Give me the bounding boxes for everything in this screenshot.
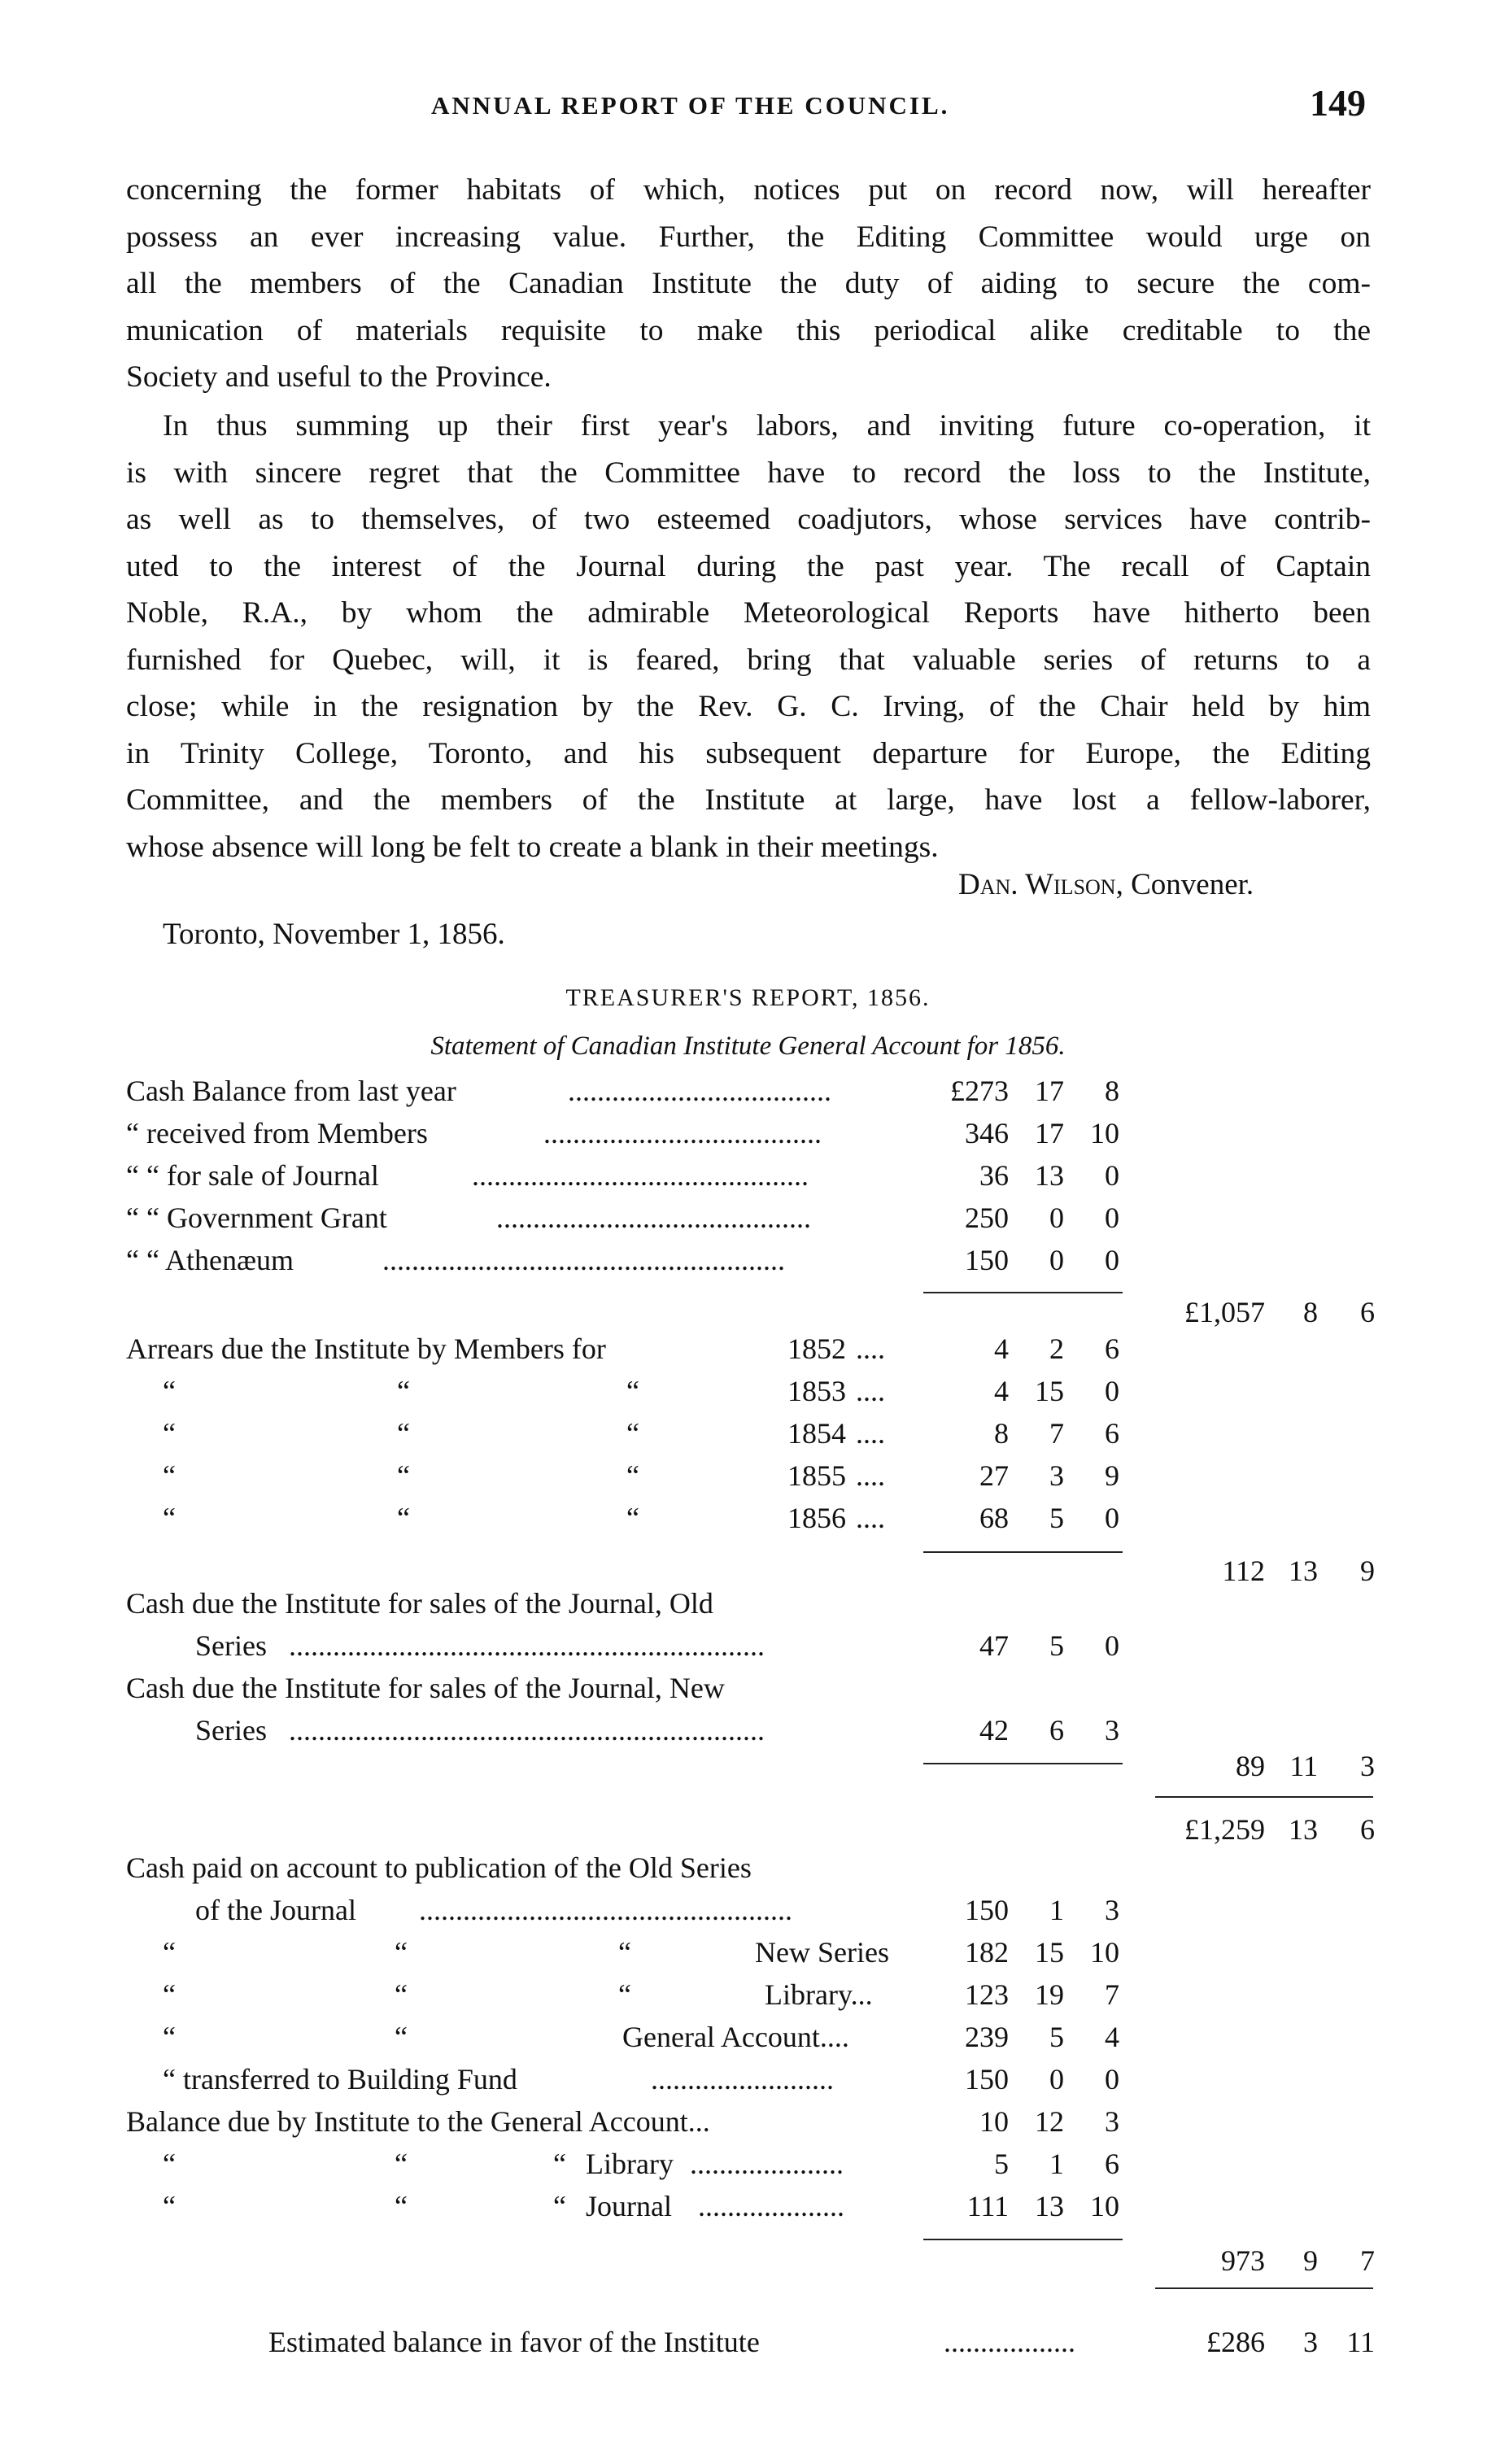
total-row [0, 1295, 1496, 1336]
report-title: TREASURER'S REPORT, 1856. [565, 984, 931, 1011]
table-row: “ “ “ 1856 .... 68 5 0 [163, 1502, 1119, 1534]
table-row: Series ................................................................. 42 6 3 [195, 1714, 1119, 1747]
row-label: “ transferred to Building Fund [163, 2063, 517, 2095]
row-label: Cash due the Institute for sales of the Journal, New [126, 1672, 725, 1704]
shillings-cell: 0 [1049, 1244, 1064, 1276]
total-pounds: 89 [1236, 1750, 1265, 1782]
total-pounds: 112 [1222, 1555, 1265, 1587]
pence-cell: 0 [1105, 1159, 1119, 1192]
shillings-cell: 13 [1035, 2190, 1064, 2222]
total-shillings: 9 [1303, 2244, 1318, 2277]
row-label: “ “ Athenæum [126, 1244, 294, 1276]
signature-name: Dan. Wilson [958, 868, 1116, 901]
grand-total-shillings: 13 [1289, 1813, 1318, 1846]
pounds-cell: 182 [965, 1936, 1009, 1969]
table-row [0, 1671, 1496, 1712]
text-line: uted to the interest of the Journal during the past year. The recall of Captain [126, 549, 1371, 583]
paragraph-2 [126, 403, 1371, 870]
pence-cell: 3 [1105, 2105, 1119, 2138]
pence-cell: 0 [1105, 1244, 1119, 1276]
shillings-cell: 17 [1035, 1117, 1064, 1149]
subtotal-rule [923, 1551, 1123, 1553]
year-cell: 1854 [787, 1417, 846, 1450]
shillings-cell: 12 [1035, 2105, 1064, 2138]
pence-cell: 8 [1105, 1075, 1119, 1107]
text-line: as well as to themselves, of two esteemed coadjutors, whose services have contrib- [126, 503, 1371, 536]
pounds-cell: 8 [994, 1417, 1009, 1450]
row-label: of the Journal [195, 1894, 356, 1926]
table-row: “ “ Government Grant ........................................... 250 0 0 [126, 1201, 1119, 1234]
balance-pounds: £286 [1206, 2326, 1265, 2358]
total-shillings: 11 [1289, 1750, 1318, 1782]
paragraph-1 [126, 167, 1371, 401]
subtotal-rule [923, 2239, 1123, 2240]
total-pence: 3 [1360, 1750, 1375, 1782]
total-pence: 7 [1360, 2244, 1375, 2277]
balance-shillings: 3 [1303, 2326, 1318, 2358]
row-label: Journal [586, 2190, 672, 2222]
pounds-cell: £273 [950, 1075, 1009, 1107]
total-pounds: 973 [1221, 2244, 1265, 2277]
pence-cell: 6 [1105, 1417, 1119, 1450]
signature [958, 867, 1254, 902]
pounds-cell: 68 [979, 1502, 1009, 1534]
shillings-cell: 0 [1049, 1201, 1064, 1234]
row-label: Balance due by Institute to the General Account... [126, 2105, 710, 2138]
grand-total-pounds: £1,259 [1184, 1813, 1265, 1846]
total-pounds: £1,057 [1184, 1296, 1265, 1328]
table-row: “ “ “ Library ..................... 5 1 6 [163, 2148, 1119, 2180]
pence-cell: 3 [1105, 1714, 1119, 1747]
shillings-cell: 3 [1049, 1459, 1064, 1492]
pence-cell: 10 [1090, 1117, 1119, 1149]
shillings-cell: 5 [1049, 1629, 1064, 1662]
pounds-cell: 27 [979, 1459, 1009, 1492]
text-line: possess an ever increasing value. Further, the Editing Committee would urge on [126, 220, 1371, 254]
pence-cell: 6 [1105, 1332, 1119, 1365]
pence-cell: 0 [1105, 2063, 1119, 2095]
pence-cell: 0 [1105, 1201, 1119, 1234]
pounds-cell: 239 [965, 2021, 1009, 2053]
balance-label: Estimated balance in favor of the Institute [268, 2326, 760, 2358]
balance-pence: 11 [1346, 2326, 1375, 2358]
grand-total-pence: 6 [1360, 1813, 1375, 1846]
table-row: “ “ for sale of Journal .............................................. 36 13 0 [126, 1159, 1119, 1192]
text-line: furnished for Quebec, will, it is feared, bring that valuable series of returns to a [126, 643, 1371, 677]
row-label: General Account.... [622, 2021, 849, 2053]
pence-cell: 0 [1105, 1502, 1119, 1534]
pence-cell: 10 [1090, 1936, 1119, 1969]
signature-role: , Convener. [1115, 868, 1254, 901]
subtotal-rule [923, 1292, 1123, 1293]
pence-cell: 0 [1105, 1629, 1119, 1662]
text-line: Noble, R.A., by whom the admirable Meteorological Reports have hitherto been [126, 596, 1371, 630]
row-label: “ “ Government Grant [126, 1201, 387, 1234]
row-label: Arrears due the Institute by Members for [126, 1332, 606, 1365]
page-number: 149 [1310, 82, 1366, 124]
balance-rule [1155, 2287, 1373, 2289]
row-label: Library [586, 2148, 674, 2180]
pounds-cell: 346 [965, 1117, 1009, 1149]
pence-cell: 10 [1090, 2190, 1119, 2222]
shillings-cell: 17 [1035, 1075, 1064, 1107]
shillings-cell: 1 [1049, 2148, 1064, 2180]
pence-cell: 9 [1105, 1459, 1119, 1492]
report-subtitle: Statement of Canadian Institute General Account for 1856. [430, 1031, 1066, 1061]
total-shillings: 13 [1289, 1555, 1318, 1587]
table-row: of the Journal ................................................... 150 1 3 [195, 1894, 1119, 1926]
text-line: whose absence will long be felt to create a blank in their meetings. [126, 830, 939, 864]
grand-total-rule [1155, 1796, 1373, 1798]
row-label: Library... [765, 1978, 873, 2011]
shillings-cell: 19 [1035, 1978, 1064, 2011]
text-line: close; while in the resignation by the Rev. G. C. Irving, of the Chair held by him [126, 690, 1371, 723]
total-pence: 6 [1360, 1296, 1375, 1328]
shillings-cell: 6 [1049, 1714, 1064, 1747]
total-pence: 9 [1360, 1555, 1375, 1587]
pounds-cell: 36 [979, 1159, 1009, 1192]
table-row: Arrears due the Institute by Members for 1852 .... 4 2 6 [126, 1332, 1119, 1365]
shillings-cell: 5 [1049, 2021, 1064, 2053]
table-row: “ “ Athenæum ....................................................... 150 0 0 [126, 1244, 1119, 1276]
row-label: “ received from Members [126, 1117, 428, 1149]
table-row: “ received from Members ...................................... 346 17 10 [126, 1117, 1119, 1149]
running-head: ANNUAL REPORT OF THE COUNCIL. [431, 91, 950, 120]
total-row [0, 1749, 1496, 1790]
text-line: concerning the former habitats of which, notices put on record now, will hereafter [126, 173, 1371, 207]
row-label: “ “ for sale of Journal [126, 1159, 379, 1192]
text-line: in Trinity College, Toronto, and his subsequent departure for Europe, the Editing [126, 736, 1371, 770]
row-label: Series [195, 1714, 267, 1747]
pounds-cell: 123 [965, 1978, 1009, 2011]
balance-row: Estimated balance in favor of the Institute .................. £286 3 11 [268, 2326, 1375, 2358]
text-line: munication of materials requisite to make this periodical alike creditable to the [126, 313, 1371, 347]
shillings-cell: 5 [1049, 1502, 1064, 1534]
row-label: Cash paid on account to publication of the Old Series [126, 1851, 752, 1884]
text-line: all the members of the Canadian Institute the duty of aiding to secure the com- [126, 267, 1371, 300]
text-line: In thus summing up their first year's labors, and inviting future co-operation, it [163, 409, 1371, 443]
pounds-cell: 250 [965, 1201, 1009, 1234]
pounds-cell: 10 [979, 2105, 1009, 2138]
year-cell: 1852 [787, 1332, 846, 1365]
grand-total-row [0, 1812, 1496, 1853]
table-row: “ “ General Account.... 239 5 4 [163, 2021, 1119, 2053]
pounds-cell: 150 [965, 1244, 1009, 1276]
shillings-cell: 2 [1049, 1332, 1064, 1365]
year-cell: 1856 [787, 1502, 846, 1534]
pounds-cell: 111 [966, 2190, 1009, 2222]
row-label: Cash due the Institute for sales of the Journal, Old [126, 1587, 713, 1620]
row-label: New Series [755, 1936, 889, 1969]
pence-cell: 4 [1105, 2021, 1119, 2053]
table-row [0, 1851, 1496, 1891]
table-row: “ “ “ Library... 123 19 7 [163, 1978, 1119, 2011]
table-row [0, 1586, 1496, 1627]
table-row: “ transferred to Building Fund ......................... 150 0 0 [163, 2063, 1119, 2095]
table-row: Series ................................................................. 47 5 0 [195, 1629, 1119, 1662]
text-line: is with sincere regret that the Committee have to record the loss to the Institute, [126, 456, 1371, 490]
dateline: Toronto, November 1, 1856. [163, 918, 505, 951]
row-label: Series [195, 1629, 267, 1662]
shillings-cell: 7 [1049, 1417, 1064, 1450]
total-row [0, 2244, 1496, 2284]
year-cell: 1853 [787, 1375, 846, 1407]
pence-cell: 6 [1105, 2148, 1119, 2180]
table-row: “ “ “ 1854 .... 8 7 6 [163, 1417, 1119, 1450]
shillings-cell: 15 [1035, 1375, 1064, 1407]
table-row [0, 2104, 1496, 2145]
shillings-cell: 13 [1035, 1159, 1064, 1192]
table-row: Cash Balance from last year .................................... £273 17 8 [126, 1075, 1119, 1107]
table-row: “ “ “ 1853 .... 4 15 0 [163, 1375, 1119, 1407]
shillings-cell: 0 [1049, 2063, 1064, 2095]
shillings-cell: 1 [1049, 1894, 1064, 1926]
pounds-cell: 150 [965, 2063, 1009, 2095]
table-row: “ “ “ New Series 182 15 10 [163, 1936, 1119, 1969]
year-cell: 1855 [787, 1459, 846, 1492]
pence-cell: 0 [1105, 1375, 1119, 1407]
pounds-cell: 5 [994, 2148, 1009, 2180]
text-line: Society and useful to the Province. [126, 360, 552, 394]
total-shillings: 8 [1303, 1296, 1318, 1328]
pence-cell: 3 [1105, 1894, 1119, 1926]
pounds-cell: 4 [994, 1332, 1009, 1365]
pounds-cell: 150 [965, 1894, 1009, 1926]
row-label: Cash Balance from last year [126, 1075, 456, 1107]
pence-cell: 7 [1105, 1978, 1119, 2011]
table-row: “ “ “ Journal .................... 111 13 10 [163, 2190, 1119, 2222]
text-line: Committee, and the members of the Institute at large, have lost a fellow-laborer, [126, 783, 1371, 817]
pounds-cell: 42 [979, 1714, 1009, 1747]
table-row: “ “ “ 1855 .... 27 3 9 [163, 1459, 1119, 1492]
pounds-cell: 4 [994, 1375, 1009, 1407]
shillings-cell: 15 [1035, 1936, 1064, 1969]
pounds-cell: 47 [979, 1629, 1009, 1662]
